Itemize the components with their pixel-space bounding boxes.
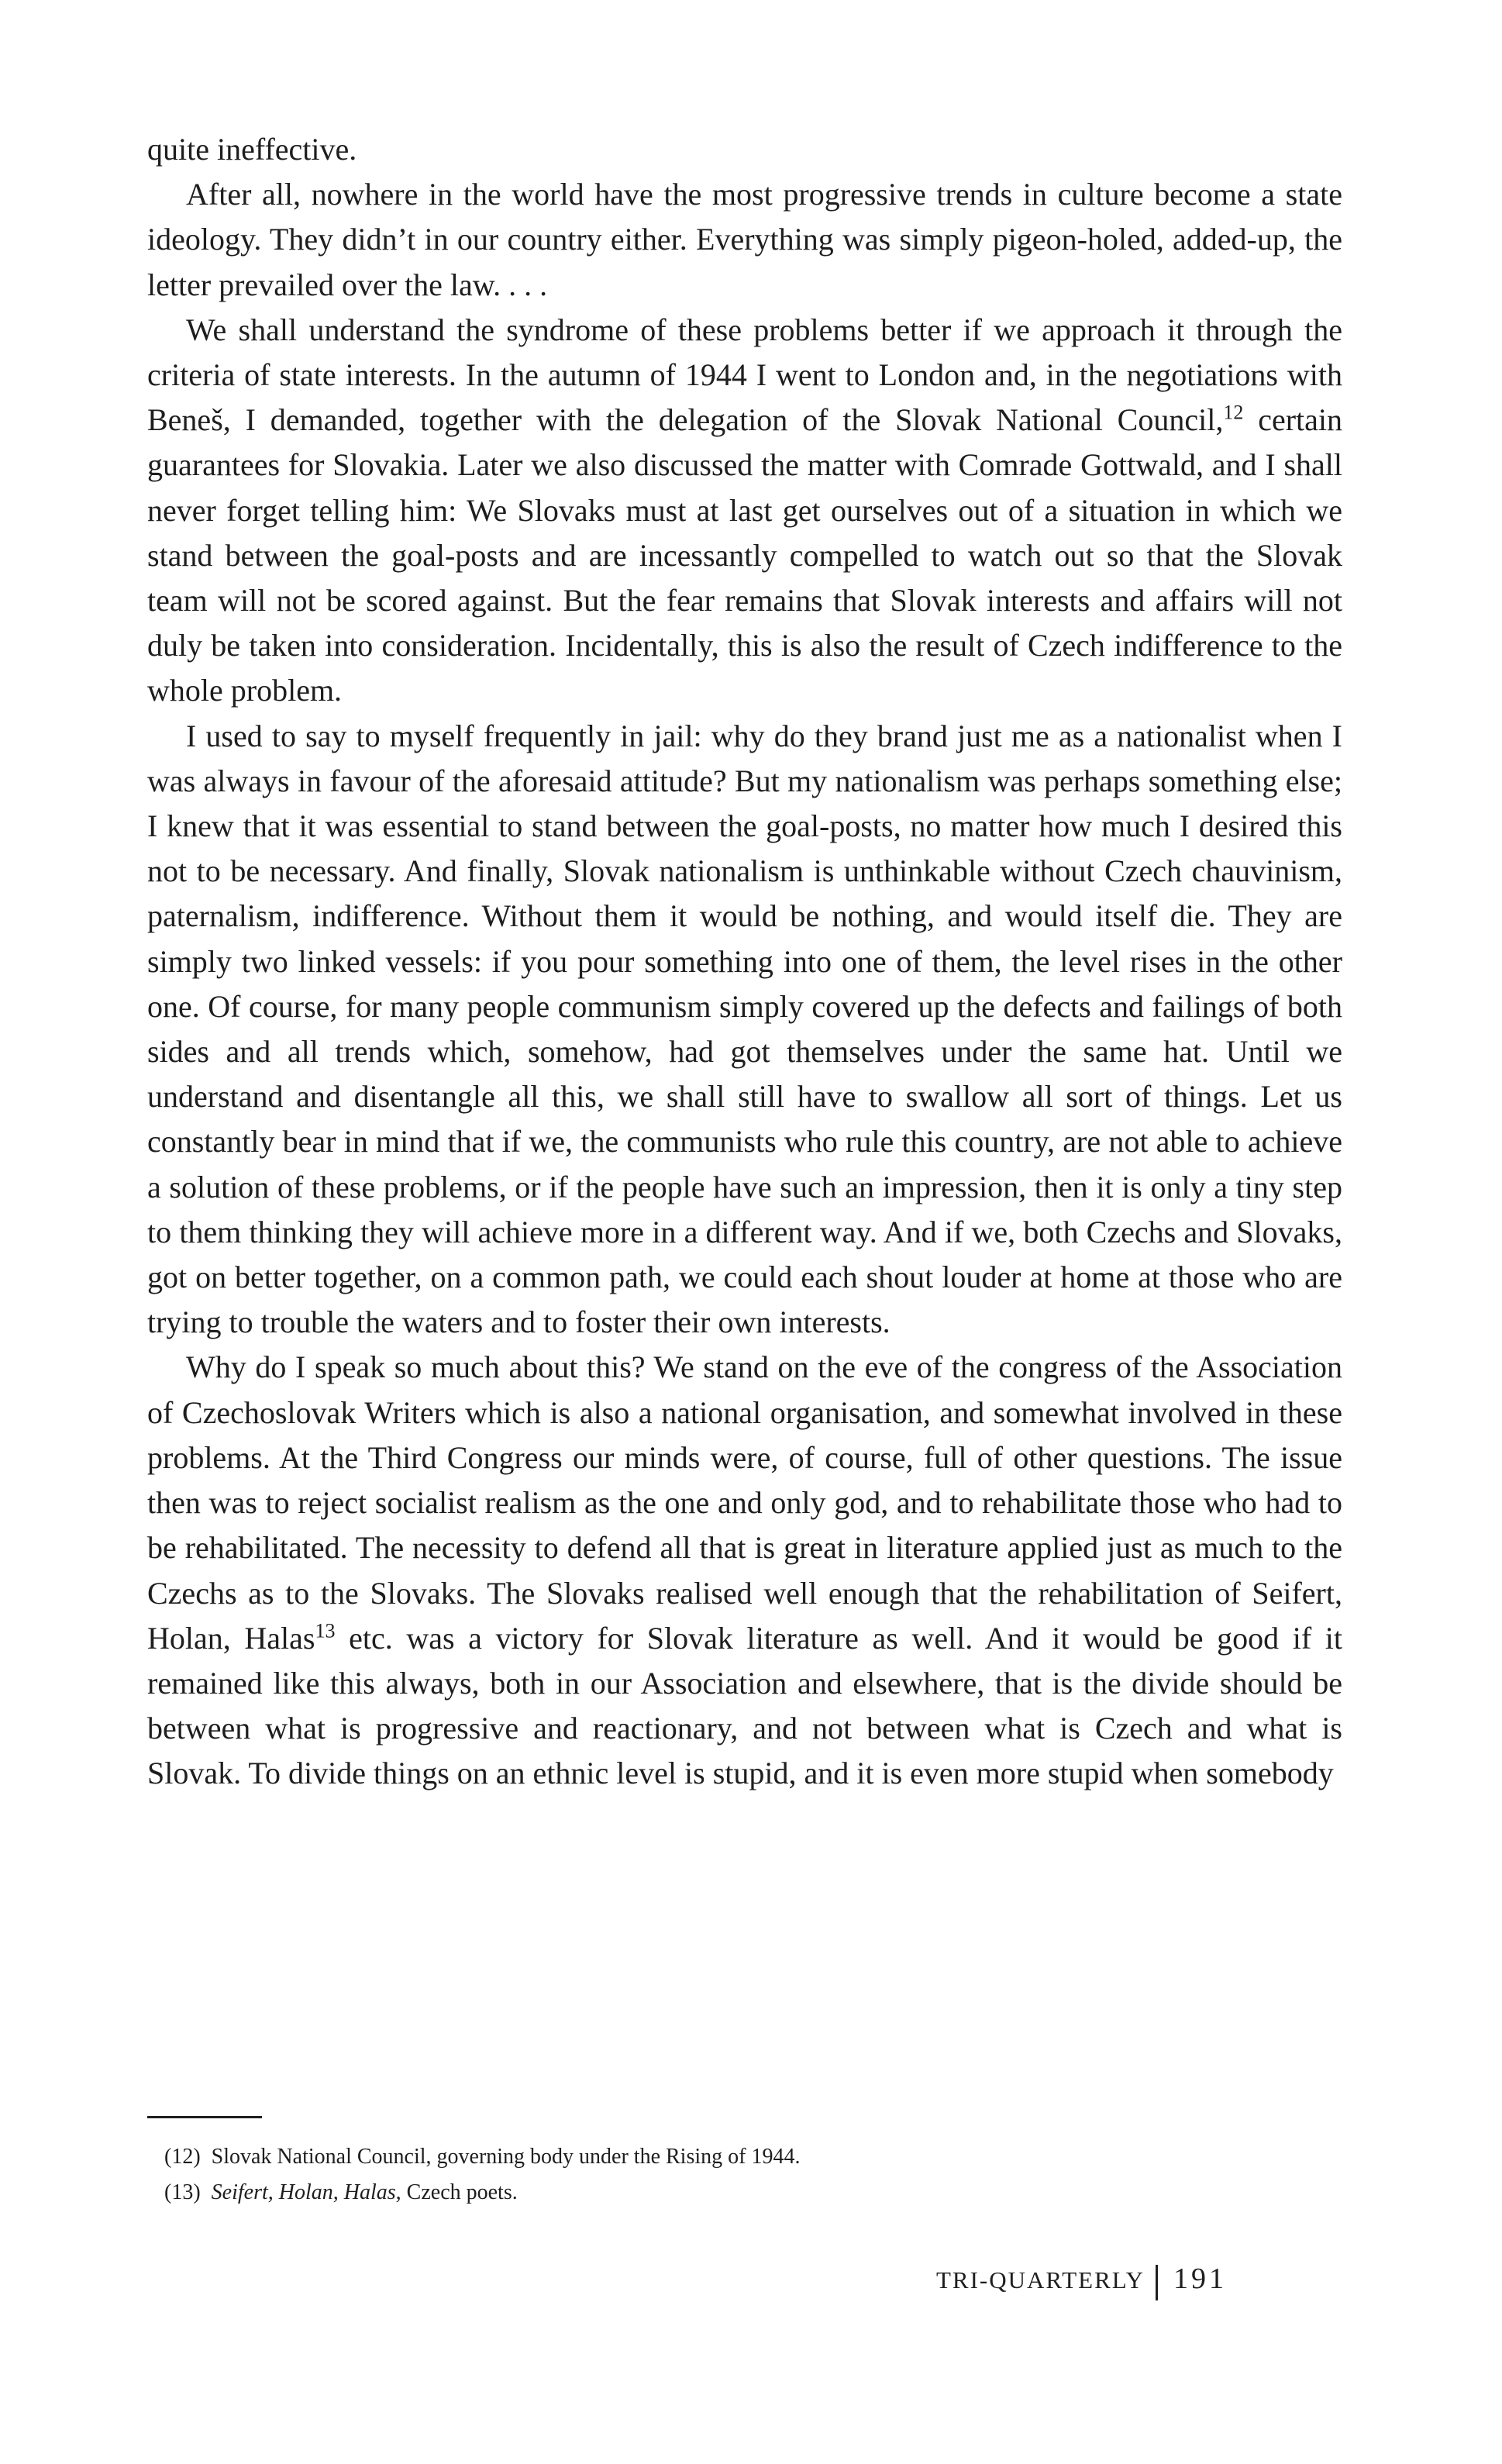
footnote-text: Slovak National Council, governing body under the Rising of 1944.: [211, 2145, 801, 2169]
body-text: [147, 127, 1342, 1797]
page-number: 191: [1173, 2262, 1228, 2295]
paragraph-4: I used to say to myself frequently in jail: why do they brand just me as a nationalist when I was always in favour of the aforesaid attitude? But my nationalism was perhaps something else; I knew that it was essential to stand between the goal-posts, no matter how much I desired this not to be necessary. And finally, Slovak nationalism is unthinkable without Czech chauvinism, paternalism, indifference. Without them it would be nothing, and would itself die. They are simply two linked vessels: if you pour something into one of them, the level rises in the other one. Of course, for many people communism simply covered up the defects and failings of both sides and all trends which, somehow, had got themselves under the same hat. Until we understand and disentangle all this, we shall still have to swallow all sort of things. Let us constantly bear in mind that if we, the communists who rule this country, are not able to achieve a solution of these problems, or if the people have such an impression, then it is only a tiny step to them thinking they will achieve more in a different way. And if we, both Czechs and Slovaks, got on better together, on a common path, we could each shout louder at home at those who are trying to trouble the waters and to foster their own interests.: [147, 718, 1342, 1340]
footnote-separator: [147, 2116, 262, 2118]
journal-name: TRI-QUARTERLY: [936, 2266, 1145, 2293]
paragraph-5-text-cont: etc. was a victory for Slovak literature as well. And it would be good if it remained like this always, both in our Association and elsewhere, that is the divide should be between what is progressive and reactionary, and not between what is Czech and what is Slovak. To divide things on an ethnic level is stupid, and it is even more stupid when somebody: [147, 1620, 1343, 1791]
footnote-ref-13: 13: [315, 1619, 336, 1642]
paragraph-5: [147, 1345, 1342, 1796]
paragraph-3-text-cont: certain guarantees for Slovakia. Later we also discussed the matter with Comrade Gottwald, and I shall never forget telling him: We Slovaks must at last get ourselves out of a situation in which we stand between the goal-posts and are incessantly compelled to watch out so that the Slovak team will not be scored against. But the fear remains that Slovak interests and affairs will not duly be taken into consideration. Incidentally, this is also the result of Czech indifference to the whole problem.: [147, 402, 1343, 708]
footnotes: [164, 2139, 1249, 2211]
footnote-13: [164, 2175, 1249, 2211]
paragraph-5-text: Why do I speak so much about this? We stand on the eve of the congress of the Association of Czechoslovak Writers which is also a national organisation, and somewhat involved in these problems. At the Third Congress our minds were, of course, full of other questions. The issue then was to reject socialist realism as the one and only god, and to rehabilitate those who had to be rehabilitated. The necessity to defend all that is great in literature applied just as much to the Czechs as to the Slovaks. The Slovaks realised well enough that the rehabilitation of Seifert, Holan, Halas: [147, 1349, 1342, 1656]
paragraph-2: After all, nowhere in the world have the most progressive trends in culture become a state ideology. They didn’t in our country either. Everything was simply pigeon-holed, added-up, the letter prevailed over the law. . . .: [147, 177, 1342, 302]
paragraph-3-text: We shall understand the syndrome of these problems better if we approach it through the criteria of state interests. In the autumn of 1944 I went to London and, in the negotiations with Beneš, I demanded, together with the delegation of the Slovak National Council,: [147, 312, 1342, 438]
footnote-number: (12): [164, 2145, 201, 2169]
paragraph-1: quite ineffective.: [147, 132, 357, 167]
footer-divider: [1156, 2265, 1158, 2300]
footnote-12: [164, 2139, 1249, 2175]
paragraph-3: [147, 308, 1342, 714]
page-footer: [936, 2262, 1227, 2308]
footnote-text: Czech poets.: [401, 2180, 518, 2204]
footnote-number: (13): [164, 2180, 201, 2204]
footnote-italic-names: Seifert, Holan, Halas,: [211, 2180, 401, 2204]
footnote-ref-12: 12: [1223, 401, 1244, 424]
